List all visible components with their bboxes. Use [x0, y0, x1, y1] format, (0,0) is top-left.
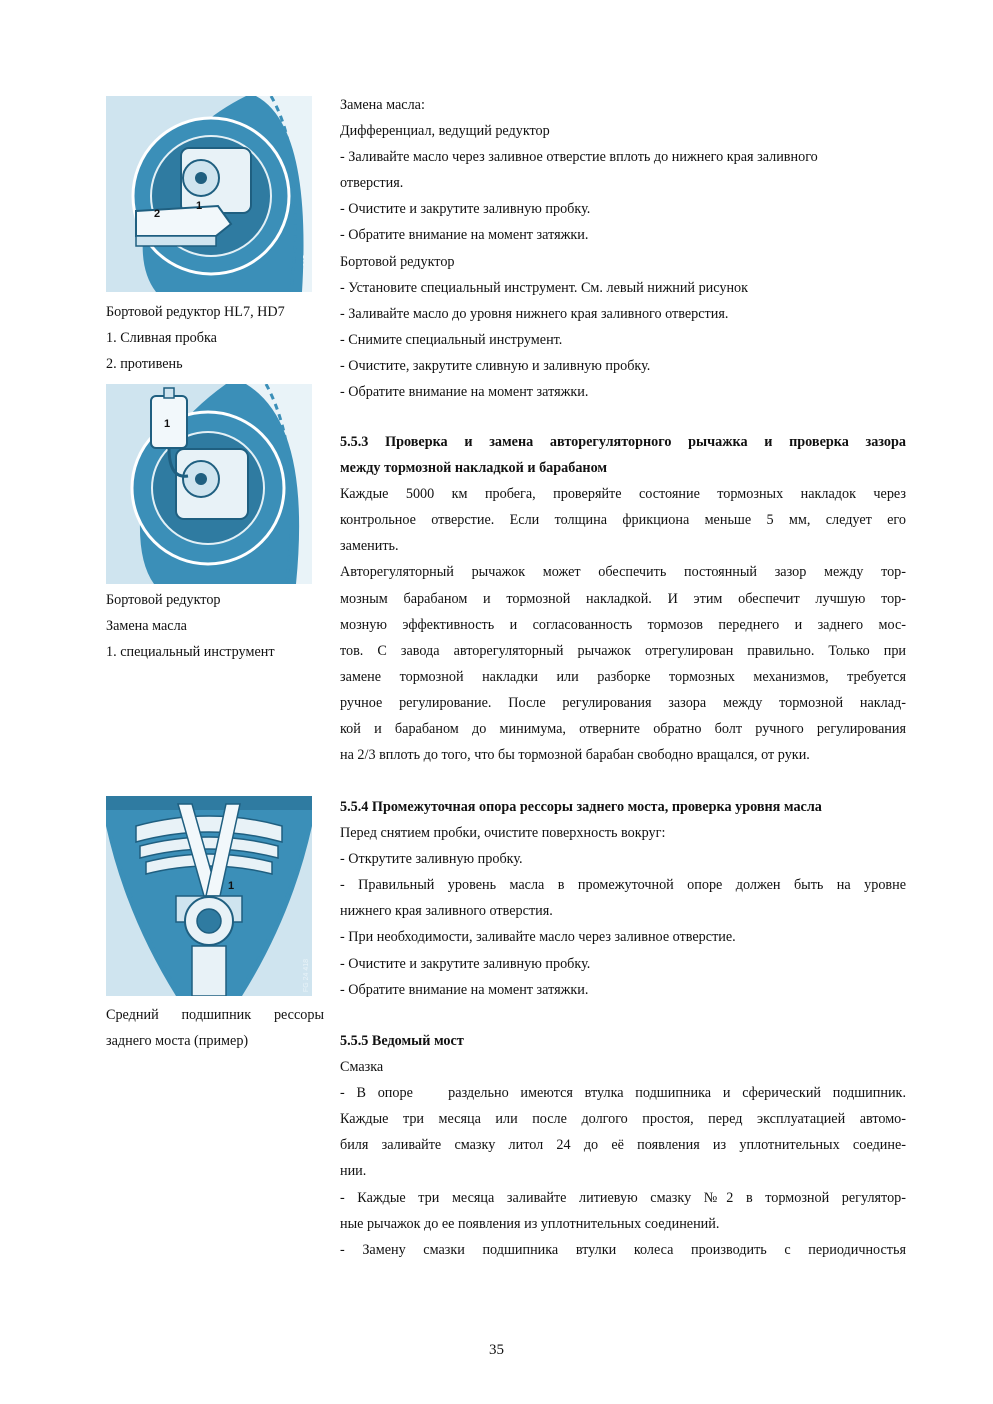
text-line: - Заливайте масло через заливное отверстие вплоть до нижнего края заливного [340, 149, 818, 166]
text-line: отверстия. [340, 175, 404, 192]
figure-stamp: FG 24 816 [303, 546, 310, 580]
text-line: Авторегуляторный рычажок может обеспечить постоянный зазор между тор- [340, 564, 906, 581]
text-line: Каждые 5000 км пробега, проверяйте состояние тормозных накладок через [340, 486, 906, 503]
text-line: Смазка [340, 1059, 384, 1076]
text-line: ные рычажок до ее появления из уплотнительных соединений. [340, 1215, 720, 1232]
section-heading: 5.5.3 Проверка и замена авторегуляторного рычажка и проверка зазора [340, 434, 906, 450]
text-line: - В опоре раздельно имеются втулка подшипника и сферический подшипник. [340, 1085, 906, 1102]
text-line: - Открутите заливную пробку. [340, 851, 523, 868]
text-line: нии. [340, 1163, 367, 1180]
figure-callout-1: 1 [228, 880, 235, 892]
figure-final-drive-drain [106, 96, 312, 292]
figure-caption-spring-center-bearing [106, 1002, 324, 1054]
text-line: - Обратите внимание на момент затяжки. [340, 227, 589, 244]
section-heading: 5.5.4 Промежуточная опора рессоры заднего моста, проверка уровня масла [340, 799, 822, 815]
text-line: нижнего края заливного отверстия. [340, 903, 553, 920]
text-line: - Заливайте масло до уровня нижнего края заливного отверстия. [340, 305, 729, 322]
section-heading: 5.5.5 Ведомый мост [340, 1033, 464, 1049]
section-heading: между тормозной накладкой и барабаном [340, 460, 608, 477]
caption-line: Замена масла [106, 618, 187, 634]
caption-line: Бортовой редуктор HL7, HD7 [106, 304, 285, 320]
text-line: кой и барабаном до минимума, отверните обратно болт ручного регулирования [340, 721, 906, 738]
figure-caption-final-drive-drain [106, 299, 324, 377]
text-line: - Каждые три месяца заливайте литиевую смазку №2 в тормозной регулятор- [340, 1189, 906, 1206]
caption-line: Бортовой редуктор [106, 592, 221, 608]
figure-caption-final-drive-oil-change [106, 587, 324, 665]
text-line: - Установите специальный инструмент. См. левый нижний рисунок [340, 279, 749, 296]
figure-callout-1: 1 [196, 200, 203, 212]
caption-line: 2. противень [106, 356, 183, 372]
figure-callout-2: 2 [154, 208, 161, 220]
text-line: мозным барабаном и тормозной накладкой. И этим обеспечит лучшую тор- [340, 590, 906, 607]
figure-stamp: FG 24 418 [303, 958, 310, 992]
text-line: тов. С завода авторегуляторный рычажок отрегулирован правильно. Только при [340, 642, 906, 659]
text-line: - Снимите специальный инструмент. [340, 331, 563, 348]
text-line: Замена масла: [340, 97, 425, 113]
section-5-5-4 [340, 794, 906, 1003]
section-5-5-5 [340, 1028, 906, 1263]
figure-callout-1: 1 [164, 418, 171, 430]
caption-line: заднего моста (пример) [106, 1033, 249, 1049]
page-number: 35 [489, 1342, 504, 1358]
text-line: Дифференциал, ведущий редуктор [340, 123, 550, 140]
text-line: - Обратите внимание на момент затяжки. [340, 981, 589, 998]
caption-line: 1. специальный инструмент [106, 644, 275, 660]
text-line: замене тормозной накладки или разборке тормозных механизмов, требуется [340, 668, 906, 685]
caption-line: 1. Сливная пробка [106, 330, 217, 346]
text-line: ручное регулирование. После регулирования зазора между тормозной наклад- [340, 694, 906, 711]
text-line: заменить. [340, 538, 399, 555]
text-line: биля заливайте смазку литол 24 до её появления из уплотнительных соедине- [340, 1137, 906, 1154]
text-line: - Замену смазки подшипника втулки колеса производить с периодичностья [340, 1241, 906, 1258]
figure-stamp: FG 24 815 [303, 254, 310, 288]
text-line: мозную эффективность и согласованность тормозов переднего и заднего мос- [340, 616, 906, 633]
text-line: контрольное отверстие. Если толщина фрикциона меньше 5 мм, следует его [340, 512, 906, 529]
text-line: Каждые три месяца или после долгого простоя, перед эксплуатацией автомо- [340, 1111, 906, 1128]
figure-final-drive-oil-change [106, 384, 312, 584]
section-5-5-3 [340, 429, 906, 768]
text-line: - Правильный уровень масла в промежуточной опоре должен быть на уровне [340, 877, 906, 894]
text-line: - Обратите внимание на момент затяжки. [340, 384, 589, 401]
text-line: - Очистите, закрутите сливную и заливную пробку. [340, 357, 651, 374]
caption-line: Средний подшипник рессоры [106, 1007, 324, 1023]
text-line: - При необходимости, заливайте масло через заливное отверстие. [340, 929, 736, 946]
text-line: Перед снятием пробки, очистите поверхность вокруг: [340, 825, 666, 842]
oil-change-block [340, 92, 906, 405]
figure-spring-center-bearing [106, 796, 312, 996]
text-line: - Очистите и закрутите заливную пробку. [340, 955, 591, 972]
text-line: - Очистите и закрутите заливную пробку. [340, 201, 591, 218]
text-line: на 2/3 вплоть до того, что бы тормозной барабан свободно вращался, от руки. [340, 747, 810, 764]
text-line: Бортовой редуктор [340, 253, 455, 270]
